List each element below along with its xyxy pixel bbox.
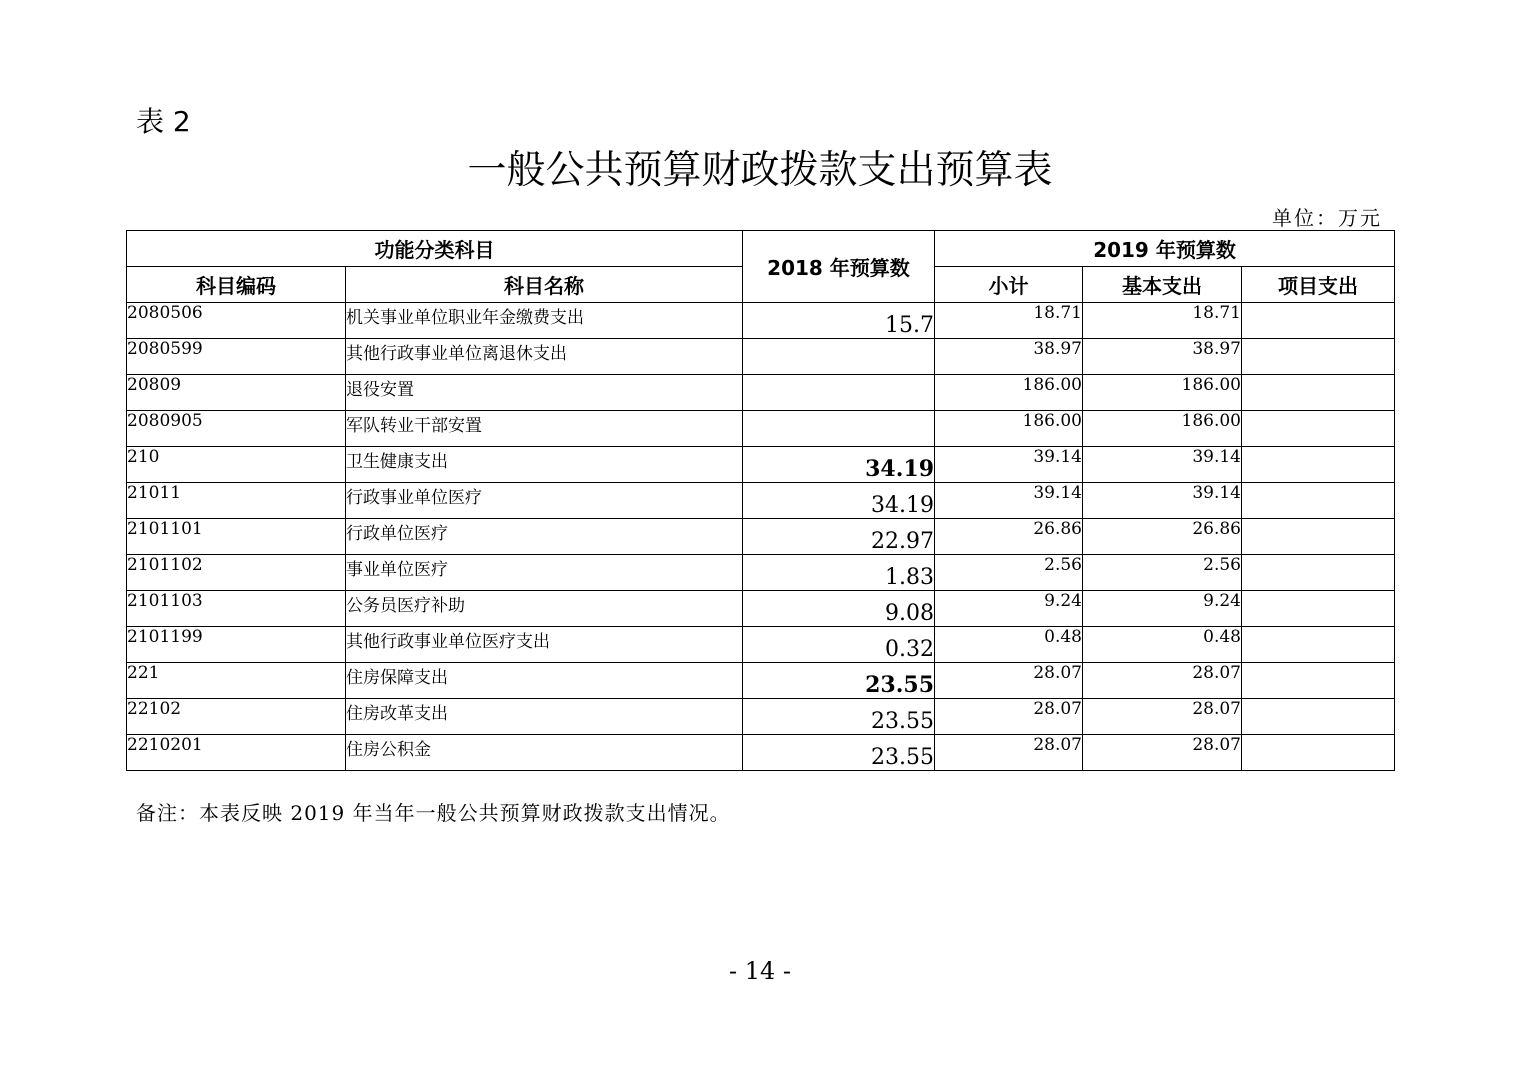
page-number: - 14 - xyxy=(728,957,791,985)
cell-code: 2101101 xyxy=(127,519,346,555)
cell-subtotal: 18.71 xyxy=(935,303,1083,339)
table-row xyxy=(127,483,1395,519)
unit-label: 单位：万元 xyxy=(1272,206,1382,230)
cell-name: 军队转业干部安置 xyxy=(346,411,743,447)
cell-project-expense xyxy=(1242,735,1395,771)
cell-project-expense xyxy=(1242,303,1395,339)
table-row xyxy=(127,627,1395,663)
cell-budget-2018: 0.32 xyxy=(743,627,935,663)
cell-budget-2018: 15.7 xyxy=(743,303,935,339)
cell-subtotal: 186.00 xyxy=(935,411,1083,447)
cell-basic-expense: 39.14 xyxy=(1083,447,1242,483)
cell-subtotal: 28.07 xyxy=(935,663,1083,699)
cell-project-expense xyxy=(1242,375,1395,411)
budget-table xyxy=(126,230,1395,771)
cell-code: 21011 xyxy=(127,483,346,519)
cell-name: 事业单位医疗 xyxy=(346,555,743,591)
table-row xyxy=(127,411,1395,447)
cell-name: 卫生健康支出 xyxy=(346,447,743,483)
cell-name: 其他行政事业单位医疗支出 xyxy=(346,627,743,663)
cell-project-expense xyxy=(1242,663,1395,699)
table-header xyxy=(127,231,1395,303)
cell-budget-2018 xyxy=(743,375,935,411)
cell-basic-expense: 28.07 xyxy=(1083,663,1242,699)
cell-code: 2210201 xyxy=(127,735,346,771)
cell-project-expense xyxy=(1242,339,1395,375)
cell-basic-expense: 186.00 xyxy=(1083,411,1242,447)
cell-code: 210 xyxy=(127,447,346,483)
cell-code: 2101102 xyxy=(127,555,346,591)
cell-subtotal: 0.48 xyxy=(935,627,1083,663)
cell-project-expense xyxy=(1242,483,1395,519)
cell-code: 20809 xyxy=(127,375,346,411)
table-row xyxy=(127,375,1395,411)
cell-budget-2018 xyxy=(743,411,935,447)
cell-code: 2080506 xyxy=(127,303,346,339)
cell-project-expense xyxy=(1242,519,1395,555)
cell-budget-2018 xyxy=(743,339,935,375)
header-project-expense: 项目支出 xyxy=(1242,267,1395,303)
cell-basic-expense: 28.07 xyxy=(1083,699,1242,735)
cell-budget-2018: 34.19 xyxy=(743,483,935,519)
cell-budget-2018: 1.83 xyxy=(743,555,935,591)
cell-name: 行政事业单位医疗 xyxy=(346,483,743,519)
header-budget-2019: 2019 年预算数 xyxy=(935,231,1395,267)
table-row xyxy=(127,339,1395,375)
table-label: 表 2 xyxy=(136,105,191,138)
table-row xyxy=(127,699,1395,735)
cell-project-expense xyxy=(1242,627,1395,663)
cell-name: 行政单位医疗 xyxy=(346,519,743,555)
cell-basic-expense: 39.14 xyxy=(1083,483,1242,519)
cell-basic-expense: 9.24 xyxy=(1083,591,1242,627)
cell-code: 221 xyxy=(127,663,346,699)
cell-basic-expense: 186.00 xyxy=(1083,375,1242,411)
cell-subtotal: 26.86 xyxy=(935,519,1083,555)
cell-project-expense xyxy=(1242,591,1395,627)
cell-subtotal: 186.00 xyxy=(935,375,1083,411)
cell-name: 住房改革支出 xyxy=(346,699,743,735)
cell-name: 公务员医疗补助 xyxy=(346,591,743,627)
cell-subtotal: 9.24 xyxy=(935,591,1083,627)
header-name: 科目名称 xyxy=(346,267,743,303)
remark-note: 备注：本表反映 2019 年当年一般公共预算财政拨款支出情况。 xyxy=(136,801,731,825)
cell-subtotal: 38.97 xyxy=(935,339,1083,375)
page-title: 一般公共预算财政拨款支出预算表 xyxy=(467,148,1053,193)
cell-code: 2101199 xyxy=(127,627,346,663)
table-row xyxy=(127,447,1395,483)
table-row xyxy=(127,555,1395,591)
cell-code: 22102 xyxy=(127,699,346,735)
cell-basic-expense: 38.97 xyxy=(1083,339,1242,375)
cell-basic-expense: 0.48 xyxy=(1083,627,1242,663)
cell-project-expense xyxy=(1242,447,1395,483)
cell-basic-expense: 26.86 xyxy=(1083,519,1242,555)
cell-budget-2018: 23.55 xyxy=(743,699,935,735)
cell-budget-2018: 34.19 xyxy=(743,447,935,483)
cell-budget-2018: 23.55 xyxy=(743,735,935,771)
header-functional-category: 功能分类科目 xyxy=(127,231,743,267)
cell-budget-2018: 22.97 xyxy=(743,519,935,555)
table-body xyxy=(127,303,1395,771)
cell-subtotal: 39.14 xyxy=(935,447,1083,483)
cell-budget-2018: 23.55 xyxy=(743,663,935,699)
header-subtotal: 小计 xyxy=(935,267,1083,303)
header-basic-expense: 基本支出 xyxy=(1083,267,1242,303)
table-row xyxy=(127,519,1395,555)
header-code: 科目编码 xyxy=(127,267,346,303)
header-row-1 xyxy=(127,231,1395,267)
cell-subtotal: 28.07 xyxy=(935,699,1083,735)
cell-name: 机关事业单位职业年金缴费支出 xyxy=(346,303,743,339)
table-row xyxy=(127,303,1395,339)
cell-subtotal: 2.56 xyxy=(935,555,1083,591)
cell-name: 住房公积金 xyxy=(346,735,743,771)
cell-project-expense xyxy=(1242,555,1395,591)
cell-budget-2018: 9.08 xyxy=(743,591,935,627)
header-budget-2018: 2018 年预算数 xyxy=(743,231,935,303)
cell-project-expense xyxy=(1242,699,1395,735)
cell-basic-expense: 28.07 xyxy=(1083,735,1242,771)
table-row xyxy=(127,663,1395,699)
cell-project-expense xyxy=(1242,411,1395,447)
cell-basic-expense: 18.71 xyxy=(1083,303,1242,339)
cell-code: 2101103 xyxy=(127,591,346,627)
cell-name: 住房保障支出 xyxy=(346,663,743,699)
cell-code: 2080905 xyxy=(127,411,346,447)
cell-name: 退役安置 xyxy=(346,375,743,411)
table-row xyxy=(127,735,1395,771)
table-row xyxy=(127,591,1395,627)
cell-subtotal: 28.07 xyxy=(935,735,1083,771)
cell-subtotal: 39.14 xyxy=(935,483,1083,519)
cell-name: 其他行政事业单位离退休支出 xyxy=(346,339,743,375)
cell-code: 2080599 xyxy=(127,339,346,375)
cell-basic-expense: 2.56 xyxy=(1083,555,1242,591)
